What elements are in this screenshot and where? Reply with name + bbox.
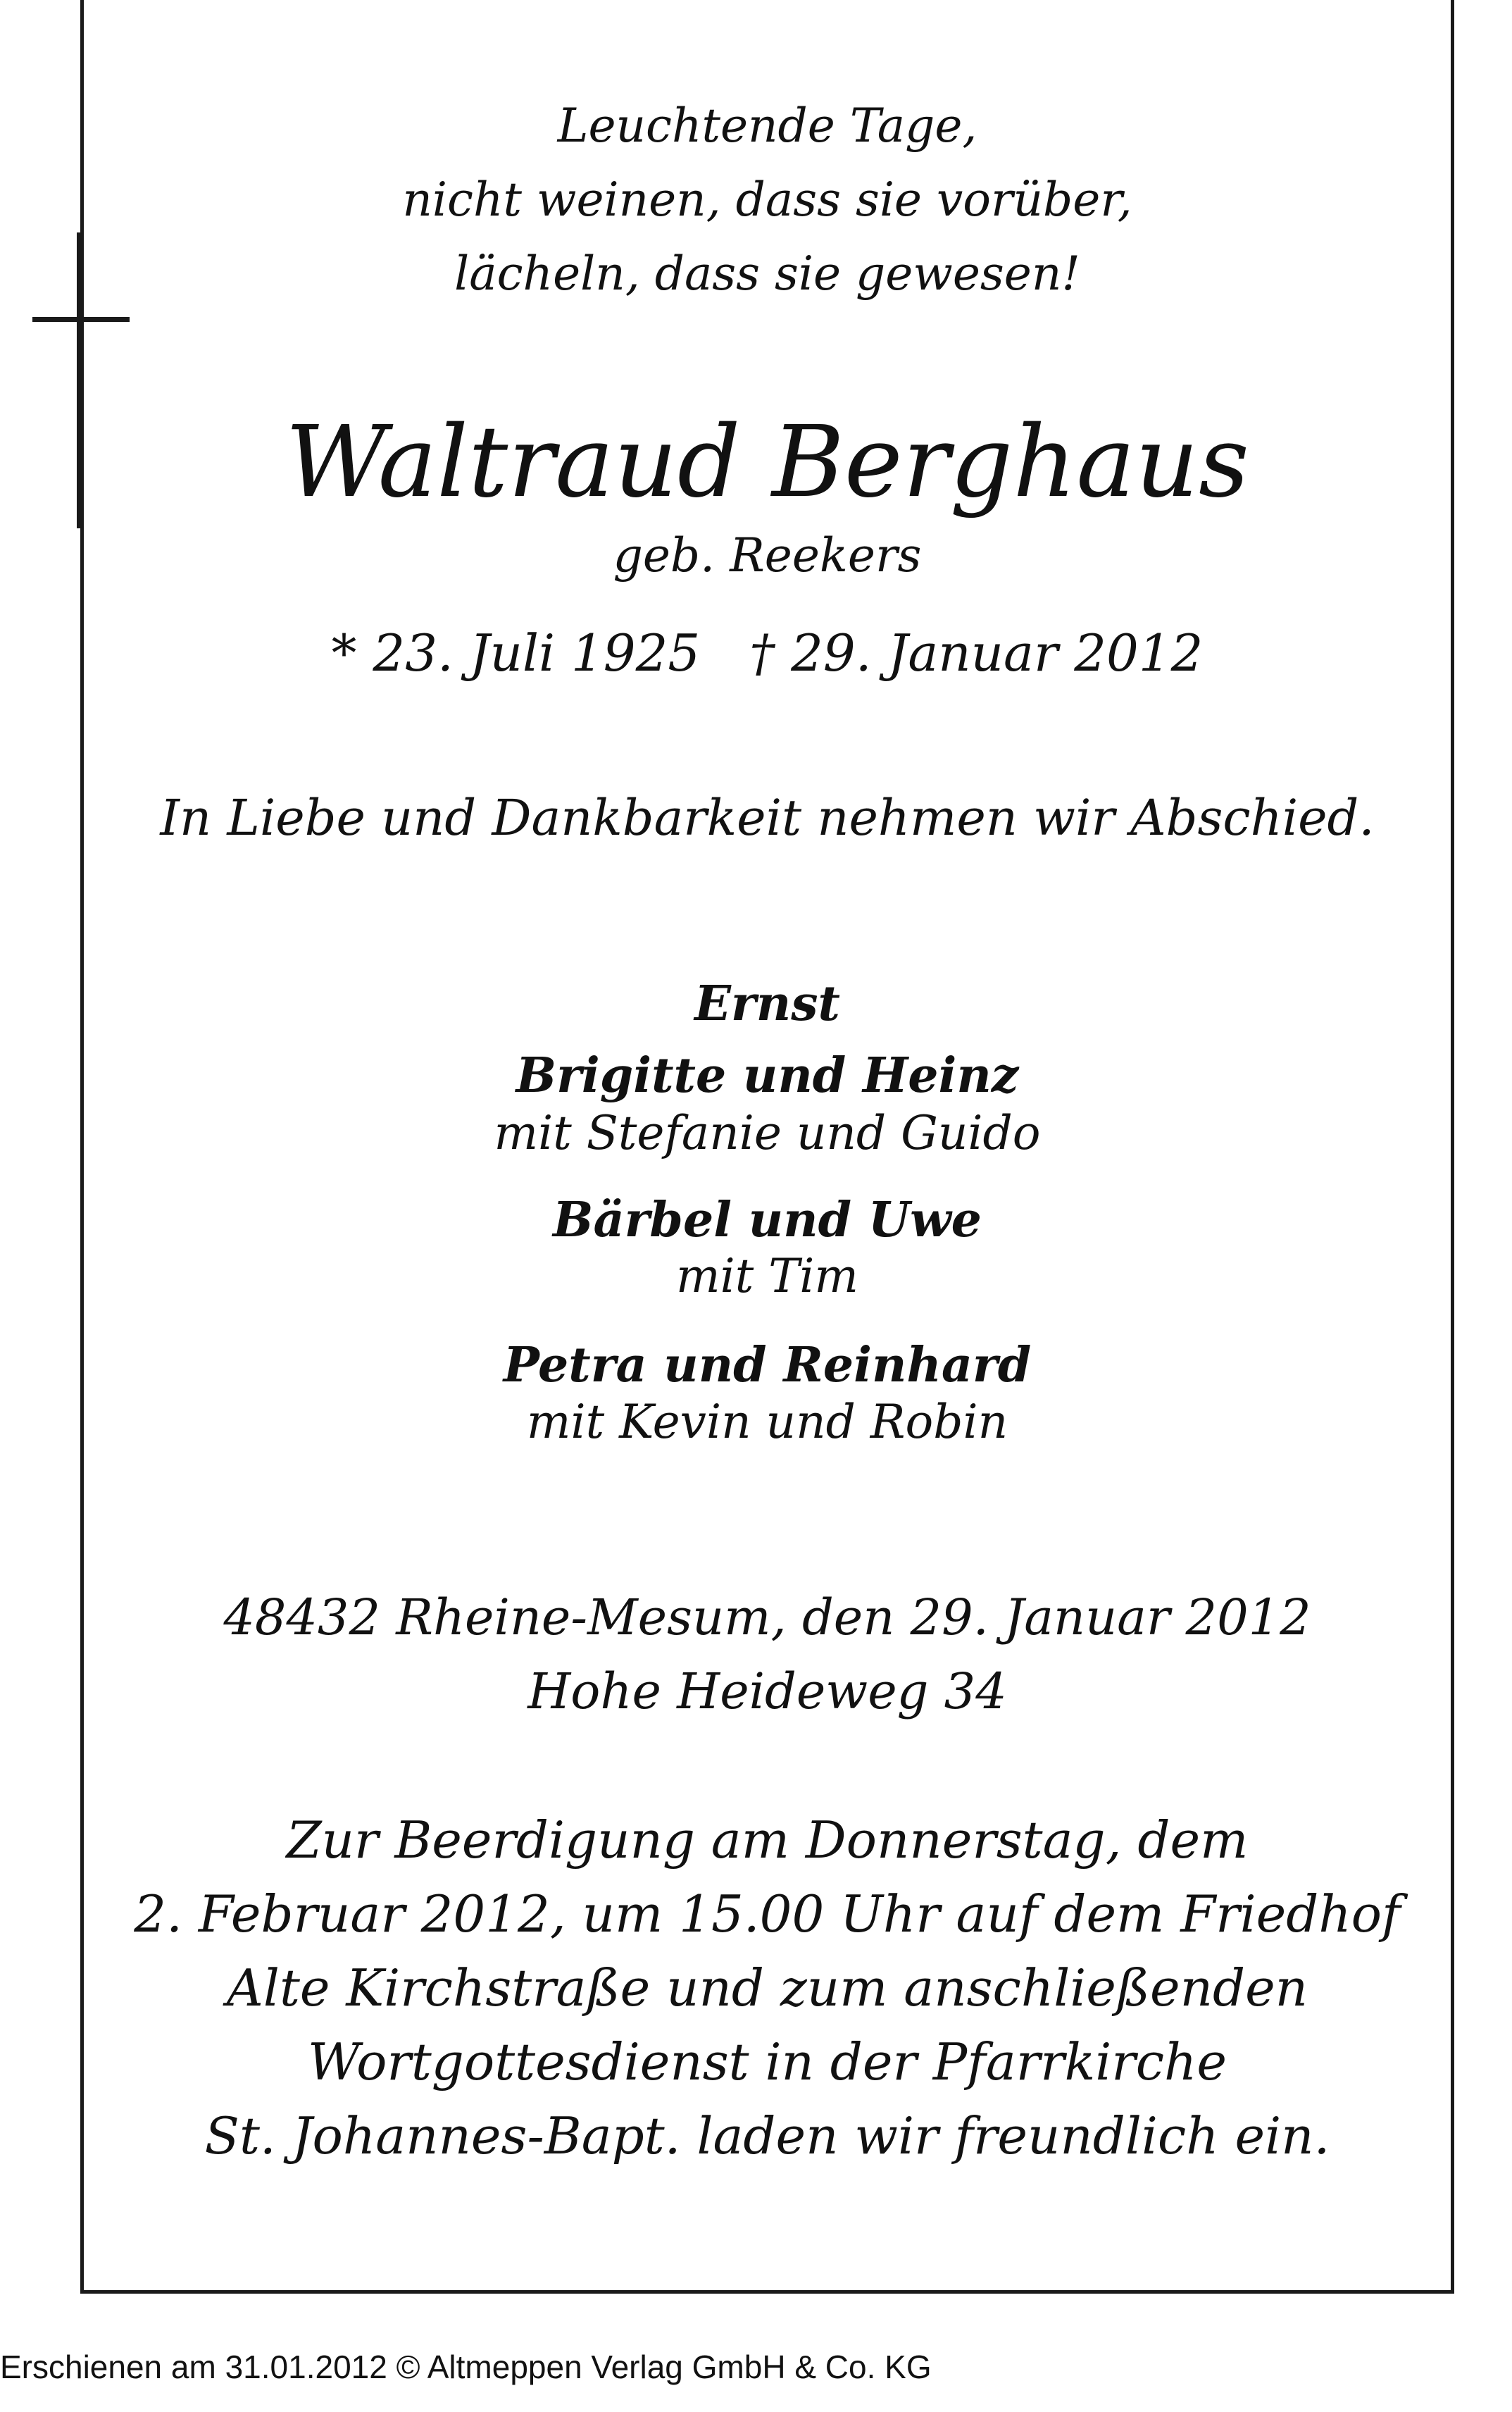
family-member-4: Petra und Reinhard xyxy=(503,1337,1032,1393)
family-member-4-with: mit Kevin und Robin xyxy=(526,1395,1008,1449)
family-member-3-with: mit Tim xyxy=(676,1249,858,1303)
family-member-3: Bärbel und Uwe xyxy=(553,1192,982,1248)
farewell-text: In Liebe und Dankbarkeit nehmen wir Abschied. xyxy=(160,789,1375,847)
death-date: † 29. Januar 2012 xyxy=(749,623,1204,683)
burial-line-3: Alte Kirchstraße und zum anschließenden xyxy=(226,1958,1308,2018)
cross-icon-bar xyxy=(32,317,130,322)
burial-line-5: St. Johannes-Bapt. laden wir freundlich ein. xyxy=(204,2106,1330,2165)
burial-line-1: Zur Beerdigung am Donnerstag, dem xyxy=(286,1810,1249,1870)
motto-line-3: lächeln, dass sie gewesen! xyxy=(454,247,1080,301)
motto-line-2: nicht weinen, dass sie vorüber, xyxy=(402,173,1132,227)
motto-line-1: Leuchtende Tage, xyxy=(557,99,977,153)
deceased-name: Waltraud Berghaus xyxy=(285,405,1249,520)
place-date: 48432 Rheine-Mesum, den 29. Januar 2012 xyxy=(223,1589,1311,1646)
birth-date: * 23. Juli 1925 xyxy=(331,623,701,683)
burial-line-2: 2. Februar 2012, um 15.00 Uhr auf dem Friedhof xyxy=(134,1884,1401,1944)
family-member-2: Brigitte und Heinz xyxy=(516,1048,1019,1104)
family-member-2-with: mit Stefanie und Guido xyxy=(494,1106,1041,1160)
burial-line-4: Wortgottesdienst in der Pfarrkirche xyxy=(307,2032,1227,2091)
family-member-1: Ernst xyxy=(694,976,840,1032)
life-dates xyxy=(84,623,1451,683)
publication-footer: Erschienen am 31.01.2012 © Altmeppen Verlag GmbH & Co. KG xyxy=(0,2349,932,2385)
maiden-name: geb. Reekers xyxy=(613,528,922,583)
cross-icon xyxy=(77,232,80,528)
address: Hohe Heideweg 34 xyxy=(527,1662,1007,1720)
